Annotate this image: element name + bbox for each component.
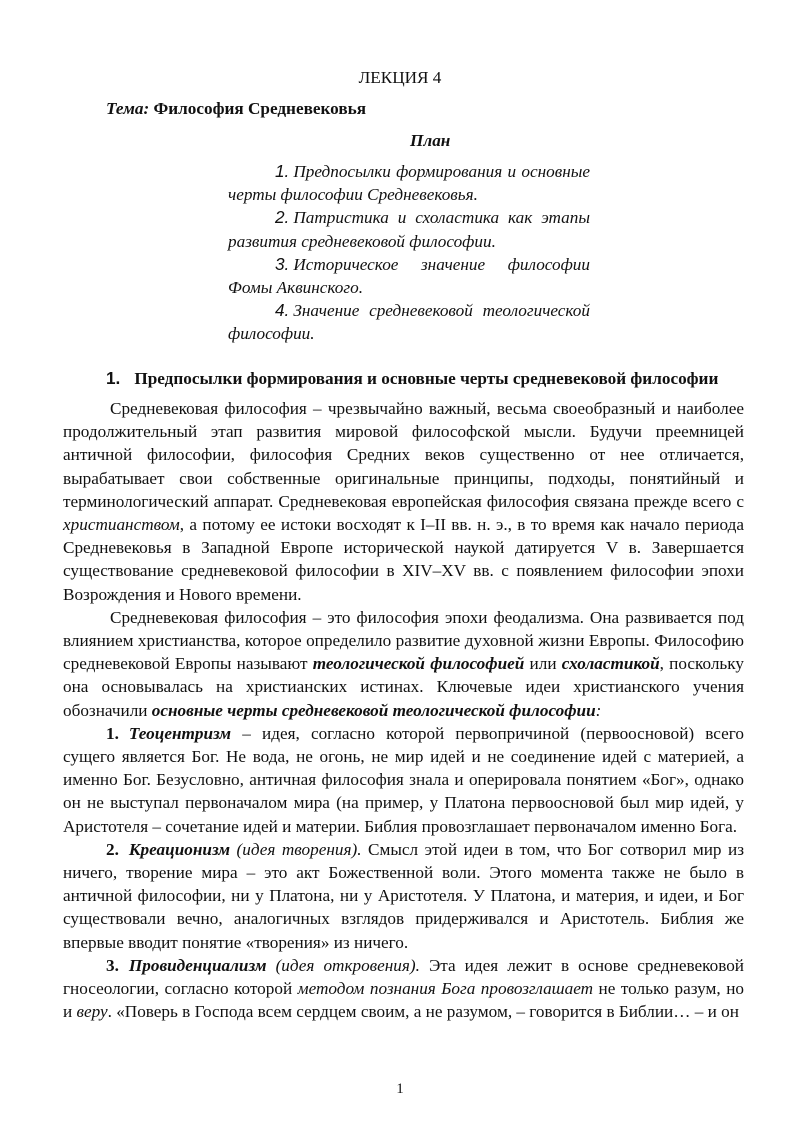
plan-item-number: 3. [275,253,290,274]
text-run: Средневековая философия – это философия эпохи феодализма. Она развивается под влиянием христианства, которое определило развитие духовной жизни Европы. Философию средневековой Европы называют [63,607,744,674]
text-run: , поскольку она основывалась на христианских истинах. Ключевые идеи христианского учения обозначили [63,654,744,720]
text-run: . «Поверь в Господа всем сердцем своим, а не разумом, – говорится в Библии… – и он [107,1002,739,1022]
emphasis: веру [76,1002,108,1022]
text-run: или [524,654,562,674]
text-run: : [595,700,602,720]
point-subtitle: (идея откровения). [266,955,420,975]
paragraph-2 [63,606,744,722]
point-number: 2. [106,839,119,859]
point-subtitle: (идея творения). [230,839,362,859]
plan-item-number: 4. [275,300,290,321]
text-run: Эта идея лежит в основе средневековой гносеологии, согласно которой [63,955,744,999]
page-number: 1 [396,1081,404,1097]
point-3 [63,954,744,1024]
emphasis: теологической философией [312,654,525,674]
section-title: Предпосылки формирования и основные черты средневековой философии [134,369,719,388]
plan-title: План [410,131,451,150]
lecture-title: ЛЕКЦИЯ 4 [358,68,442,87]
point-1 [63,722,744,838]
text-run: – идея, согласно которой первопричиной (первоосновой) всего сущего является Бог. Не вода, не огонь, не мир идей и не соединение идей с материей, а именно Бог. Безусловно, античная философия знала и оперировала понятием «Бог», однако он не выступал первоначалом мира (на пример, у Платона первоосновой был мир идей, у Аристотеля – сочетание идей и материи. Библия провозглашает первоначалом именно Бога. [63,723,744,836]
point-number: 1. [106,723,119,743]
topic-line [106,97,366,120]
emphasis: основные черты средневековой теологической философии [151,700,596,720]
text-run: , а потому ее истоки восходят к I–II вв. н. э., в то время как начало периода Средневековья в Западной Европе исторической наукой датируется V в. Завершается существование средневековой философии в XIV–XV вв. с появлением философии эпохи Возрождения и Нового времени. [63,515,744,604]
point-term: Креационизм [128,839,231,859]
section-number: 1. [106,368,121,388]
plan-item-text: Историческое значение философии Фомы Аквинского. [228,254,590,298]
plan-item-number: 1. [275,161,290,181]
text-run: Смысл этой идеи в том, что Бог сотворил мир из ничего, творение мира – это акт Божественной воли. Этого момента также не было в античной философии, ни у Платона, ни у Аристотеля. У Платона, и материя, и идеи, и Бог существовали вечно, аналогичных взглядов придерживался и Аристотель. Библия же впервые вводит понятие «творения» из ничего. [63,839,744,952]
plan-item [228,160,590,206]
emphasis: христианством [63,515,180,535]
plan-item [228,206,590,252]
plan-item-number: 2. [275,207,290,228]
text-run: Средневековая философия – чрезвычайно важный, весьма своеобразный и наиболее продолжительный этап развития мировой философской мысли. Будучи преемницей античной философии, философия Средних веков существенно от нее отличается, вырабатывает свои собственные оригинальные принципы, подходы, понятийный и терминологический аппарат. Средневековая европейская философия связана прежде всего с [63,399,744,511]
topic-text: Философия Средневековья [153,99,367,118]
point-term: Провиденциализм [128,955,267,975]
emphasis: методом познания Бога провозглашает [297,979,594,999]
point-2 [63,838,744,954]
plan-item [228,253,590,299]
section-heading [106,367,718,390]
paragraph-1 [63,397,744,606]
text-run: не только разум, но и [63,979,744,1022]
topic-label: Тема: [106,99,150,118]
body-text [63,397,744,1023]
emphasis: схоластикой [561,654,660,674]
plan-item [228,299,590,345]
plan-item-text: Значение средневековой теологической философии. [228,301,590,344]
point-term: Теоцентризм [128,723,232,743]
plan-item-text: Патристика и схоластика как этапы развития средневековой философии. [228,208,590,251]
plan-item-text: Предпосылки формирования и основные черты философии Средневековья. [228,162,590,205]
plan-list [228,160,590,346]
point-number: 3. [106,955,119,975]
